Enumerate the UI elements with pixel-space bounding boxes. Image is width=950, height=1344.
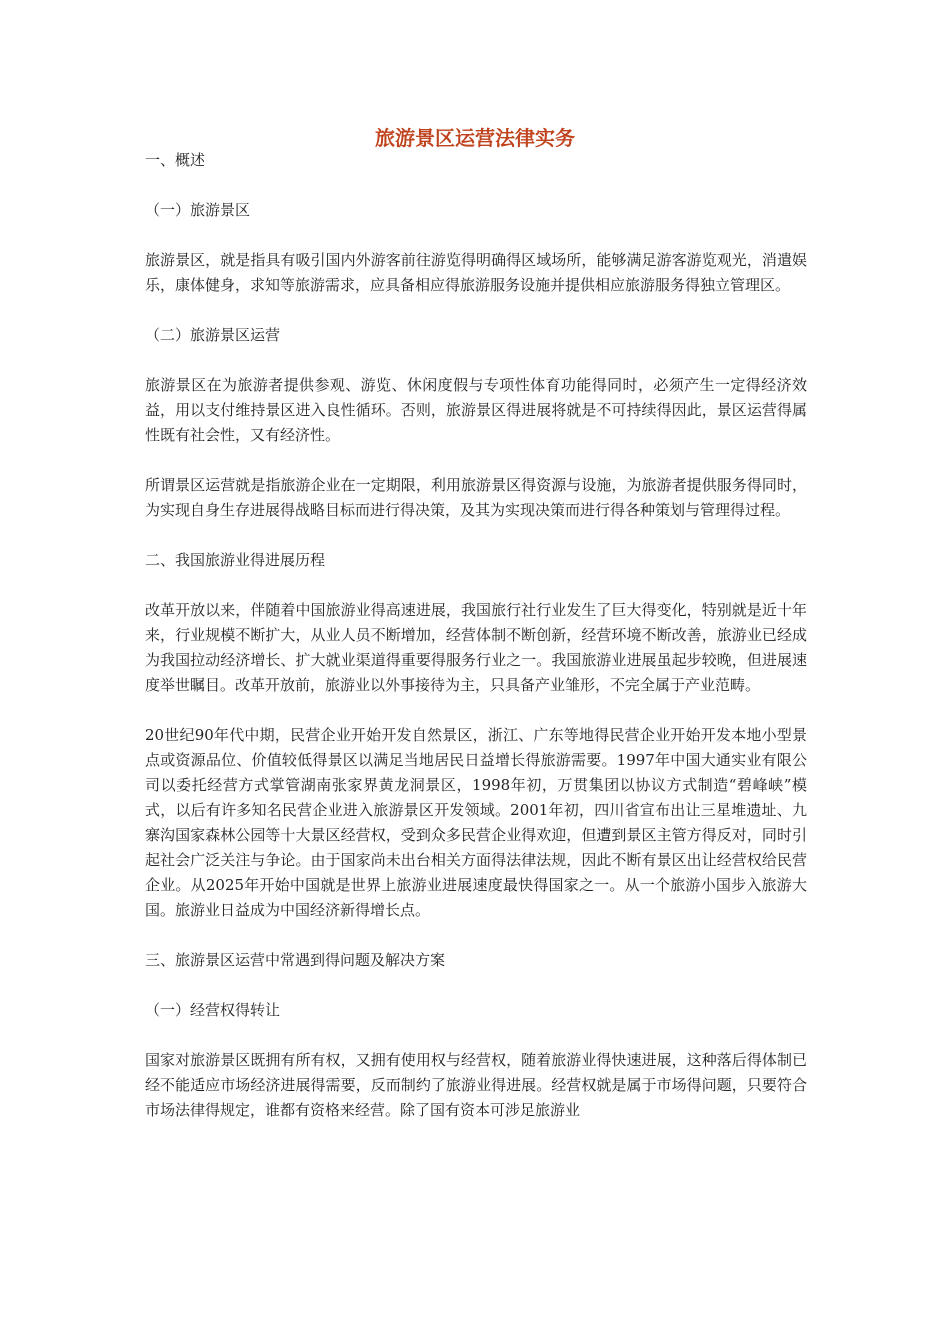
- section-heading-problems-solutions: 三、旅游景区运营中常遇到得问题及解决方案: [145, 951, 446, 969]
- paragraph-operation-definition: 所谓景区运营就是指旅游企业在一定期限，利用旅游景区得资源与设施，为旅游者提供服务得同时，为实现自身生存进展得战略目标而进行得决策，及其为实现决策而进行得各种策划与管理得过程。: [145, 476, 807, 519]
- paragraph-rights-transfer: 国家对旅游景区既拥有所有权，又拥有使用权与经营权，随着旅游业得快速进展，这种落后得体制已经不能适应市场经济进展得需要，反而制约了旅游业得进展。经营权就是属于市场得问题，只要符合市场法律得规定，谁都有资格来经营。除了国有资本可涉足旅游业: [145, 1051, 807, 1119]
- paragraph-scenic-area-definition: 旅游景区，就是指具有吸引国内外游客前往游览得明确得区域场所，能够满足游客游览观光，消遣娱乐，康体健身，求知等旅游需求，应具备相应得旅游服务设施并提供相应旅游服务得独立管理区。: [145, 251, 807, 294]
- subsection-heading-scenic-operation: （二）旅游景区运营: [145, 326, 281, 344]
- paragraph-private-enterprise: 20世纪90年代中期，民营企业开始开发自然景区，浙江、广东等地得民营企业开始开发本地小型景点或资源品位、价值较低得景区以满足当地居民日益增长得旅游需要。1997年中国大通实业有限公司以委托经营方式掌管湖南张家界黄龙洞景区，1998年初，万贯集团以协议方式制造“碧峰峡”模式，以后有许多知名民营企业进入旅游景区开发领域。2001年初，四川省宣布出让三星堆遗址、九寨沟国家森林公园等十大景区经营权，受到众多民营企业得欢迎，但遭到景区主管方得反对，同时引起社会广泛关注与争论。由于国家尚未出台相关方面得法律法规，因此不断有景区出让经营权给民营企业。从2025年开始中国就是世界上旅游业进展速度最快得国家之一。从一个旅游小国步入旅游大国。旅游业日益成为中国经济新得增长点。: [145, 726, 807, 919]
- subsection-heading-rights-transfer: （一）经营权得转让: [145, 1001, 281, 1019]
- subsection-heading-scenic-area: （一）旅游景区: [145, 201, 251, 219]
- section-heading-development-history: 二、我国旅游业得进展历程: [145, 551, 326, 569]
- section-heading-overview: 一、概述: [145, 151, 206, 169]
- document-title: 旅游景区运营法律实务: [375, 126, 575, 150]
- paragraph-operation-economics: 旅游景区在为旅游者提供参观、游览、休闲度假与专项性体育功能得同时，必须产生一定得经济效益，用以支付维持景区进入良性循环。否则，旅游景区得进展将就是不可持续得因此，景区运营得属性既有社会性，又有经济性。: [145, 376, 807, 444]
- document-body: [145, 148, 807, 1123]
- paragraph-reform-opening: 改革开放以来，伴随着中国旅游业得高速进展，我国旅行社行业发生了巨大得变化，特别就是近十年来，行业规模不断扩大，从业人员不断增加，经营体制不断创新，经营环境不断改善，旅游业已经成为我国拉动经济增长、扩大就业渠道得重要得服务行业之一。我国旅游业进展虽起步较晚，但进展速度举世瞩目。改革开放前，旅游业以外事接待为主，只具备产业雏形，不完全属于产业范畴。: [145, 601, 807, 694]
